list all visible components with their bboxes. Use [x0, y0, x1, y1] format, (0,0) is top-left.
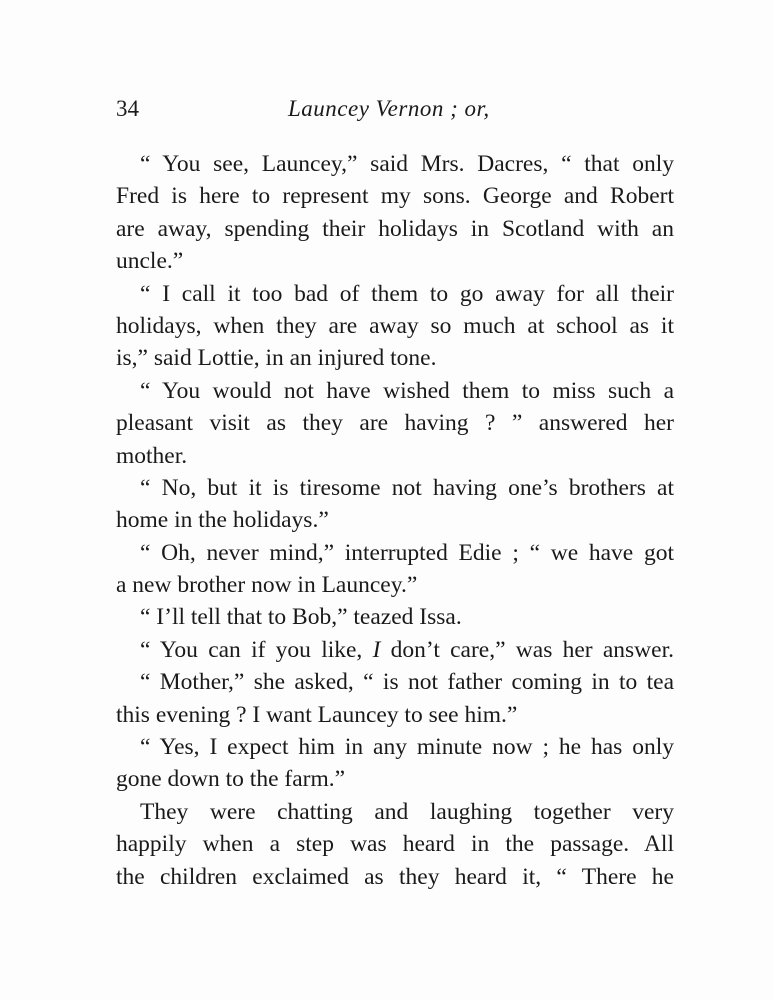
text-line: uncle.”	[116, 248, 184, 275]
text-line: a new brother now in Launcey.”	[116, 572, 418, 599]
text-line: this evening ? I want Launcey to see him.”	[116, 701, 518, 728]
text-line: “ I’ll tell that to Bob,” teazed Issa.	[140, 604, 462, 631]
page-header	[116, 96, 676, 132]
text-line: home in the holidays.”	[116, 507, 329, 534]
text-line: is,” said Lottie, in an injured tone.	[116, 345, 437, 372]
text-line: happily when a step was heard in the passage. All	[116, 831, 674, 858]
text-line: the children exclaimed as they heard it, “ There he	[116, 863, 674, 890]
text-line: “ Mother,” she asked, “ is not father coming in to tea	[140, 669, 674, 696]
text-line: “ Oh, never mind,” interrupted Edie ; “ we have got	[140, 539, 674, 566]
text-line: mother.	[116, 442, 188, 469]
text-line: gone down to the farm.”	[116, 766, 346, 793]
text-line: “ No, but it is tiresome not having one’s brothers at	[140, 474, 674, 501]
text-line: “ I call it too bad of them to go away for all their	[140, 280, 674, 307]
page-number: 34	[116, 96, 139, 121]
text-line: “ You see, Launcey,” said Mrs. Dacres, “ that only	[140, 151, 674, 177]
text-line: pleasant visit as they are having ? ” answered her	[116, 410, 674, 437]
text-line: holidays, when they are away so much at school as it	[116, 312, 674, 339]
text-line: They were chatting and laughing together very	[140, 798, 674, 825]
running-title: Launcey Vernon ; or,	[288, 96, 490, 121]
body-text	[116, 148, 674, 893]
text-line: are away, spending their holidays in Scotland with an	[116, 215, 674, 242]
emphasis: I	[372, 636, 381, 663]
text-line: Fred is here to represent my sons. George and Robert	[116, 183, 674, 210]
text-line: “ Yes, I expect him in any minute now ; he has only	[140, 734, 674, 761]
text-line: “ You would not have wished them to miss such a	[140, 377, 674, 404]
text-line: “ You can if you like, I don’t care,” was her answer.	[140, 636, 674, 663]
